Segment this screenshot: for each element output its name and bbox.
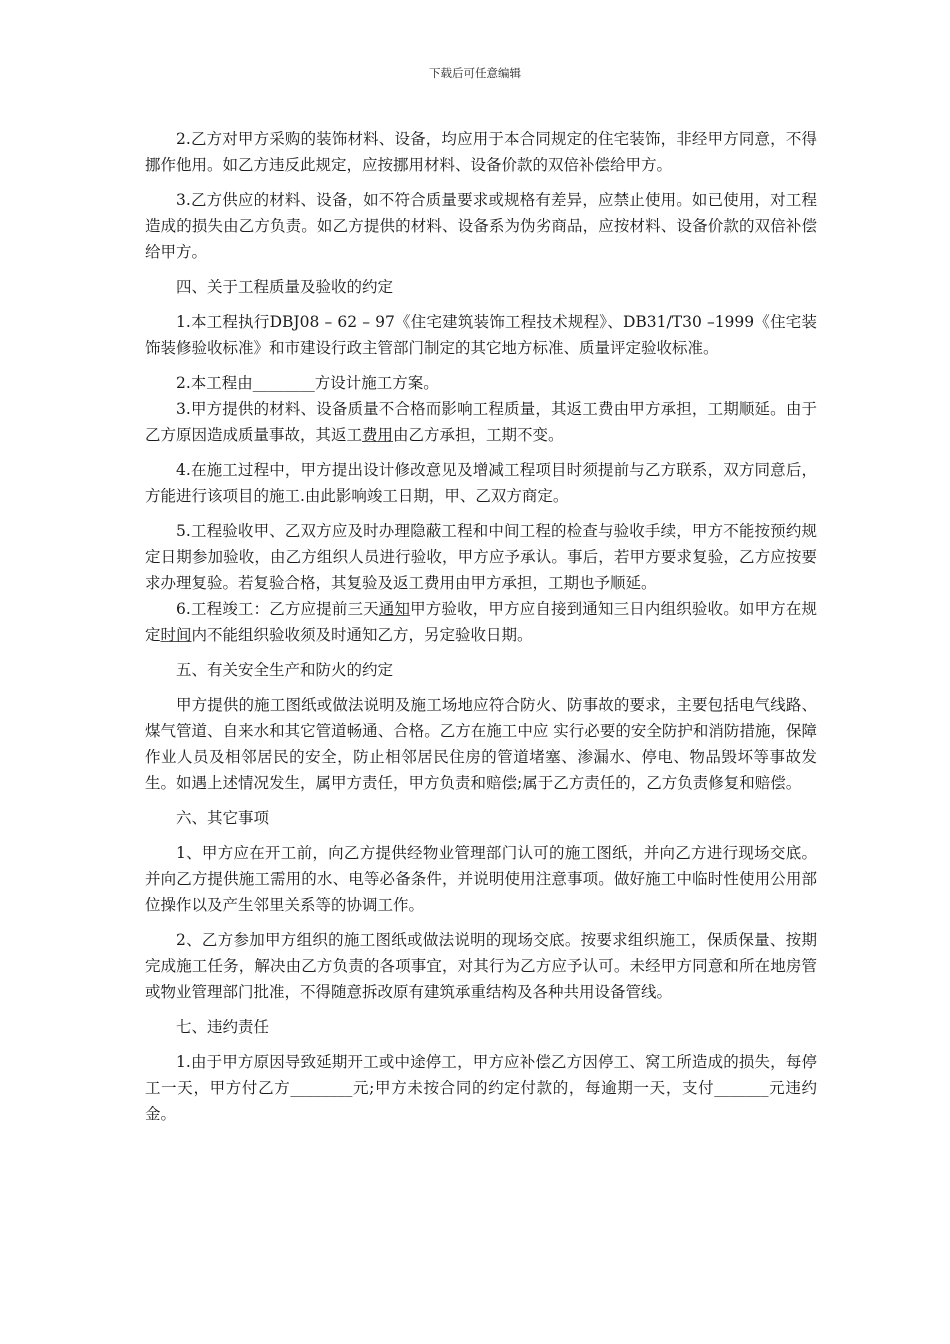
section-heading-6: 六、其它事项 bbox=[176, 809, 270, 827]
document-body bbox=[145, 126, 817, 1136]
clause-paragraph: 5.工程验收甲、乙双方应及时办理隐蔽工程和中间工程的检查与验收手续，甲方不能按预约规定日期参加验收，由乙方组织人员进行验收，甲方应予承认。事后，若甲方要求复验，乙方应按要求办理复验。若复验合格，其复验及返工费用由甲方承担，工期也予顺延。 bbox=[145, 522, 817, 592]
link-fee[interactable]: 费用 bbox=[362, 426, 394, 444]
page-header: 下载后可任意编辑 bbox=[429, 66, 521, 80]
clause-text: 3.甲方提供的材料、设备质量不合格而影响工程质量，其返工费由甲方承担，工期顺延。由于乙方原因造成质量事故，其返工 bbox=[145, 400, 817, 444]
clause-paragraph: 甲方提供的施工图纸或做法说明及施工场地应符合防火、防事故的要求，主要包括电气线路、煤气管道、自来水和其它管道畅通、合格。乙方在施工中应 实行必要的安全防护和消防措施，保障作业人员及相邻居民的安全，防止相邻居民住房的管道堵塞、渗漏水、停电、物品毁坏等事故发生。如遇上述情况发生，属甲方责任，甲方负责和赔偿;属于乙方责任的，乙方负责修复和赔偿。 bbox=[145, 696, 817, 792]
link-notice[interactable]: 通知 bbox=[378, 600, 411, 618]
clause-paragraph: 2、乙方参加甲方组织的施工图纸或做法说明的现场交底。按要求组织施工，保质保量、按期完成施工任务，解决由乙方负责的各项事宜，对其行为乙方应予认可。未经甲方同意和所在地房管或物业管理部门批准，不得随意拆改原有建筑承重结构及各种共用设备管线。 bbox=[145, 931, 817, 1001]
clause-paragraph: 4.在施工过程中，甲方提出设计修改意见及增减工程项目时须提前与乙方联系，双方同意后，方能进行该项目的施工.由此影响竣工日期，甲、乙双方商定。 bbox=[145, 461, 817, 505]
clause-paragraph: 1.本工程执行DBJ08 – 62 – 97《住宅建筑装饰工程技术规程》、DB31/T30 –1999《住宅装饰装修验收标准》和市建设行政主管部门制定的其它地方标准、质量评定验收标准。 bbox=[145, 313, 817, 357]
clause-text: 甲方验收，甲方应自接到通知三日内组织验收。如甲方在规定 bbox=[145, 600, 817, 644]
section-heading-4: 四、关于工程质量及验收的约定 bbox=[176, 278, 394, 296]
section-heading-7: 七、违约责任 bbox=[176, 1018, 270, 1036]
clause-paragraph: 1、甲方应在开工前，向乙方提供经物业管理部门认可的施工图纸，并向乙方进行现场交底。并向乙方提供施工需用的水、电等必备条件，并说明使用注意事项。做好施工中临时性使用公用部位操作以及产生邻里关系等的协调工作。 bbox=[145, 844, 817, 914]
clause-paragraph: 2.乙方对甲方采购的装饰材料、设备，均应用于本合同规定的住宅装饰，非经甲方同意，不得挪作他用。如乙方违反此规定，应按挪用材料、设备价款的双倍补偿给甲方。 bbox=[145, 130, 817, 174]
clause-paragraph bbox=[145, 396, 817, 448]
clause-paragraph: 2.本工程由________方设计施工方案。 bbox=[176, 374, 439, 392]
clause-paragraph bbox=[145, 596, 817, 648]
clause-text: 内不能组织验收须及时通知乙方，另定验收日期。 bbox=[191, 626, 533, 644]
clause-paragraph: 3.乙方供应的材料、设备，如不符合质量要求或规格有差异，应禁止使用。如已使用，对工程造成的损失由乙方负责。如乙方提供的材料、设备系为伪劣商品，应按材料、设备价款的双倍补偿给甲方。 bbox=[145, 191, 817, 261]
clause-text: 由乙方承担，工期不变。 bbox=[393, 426, 564, 444]
clause-paragraph: 1.由于甲方原因导致延期开工或中途停工，甲方应补偿乙方因停工、窝工所造成的损失，每停工一天，甲方付乙方________元;甲方未按合同的约定付款的，每逾期一天，支付_______元违约金。 bbox=[145, 1053, 817, 1123]
section-heading-5: 五、有关安全生产和防火的约定 bbox=[176, 661, 394, 679]
clause-text: 6.工程竣工：乙方应提前三天 bbox=[176, 600, 379, 618]
link-time[interactable]: 时间 bbox=[160, 626, 192, 644]
